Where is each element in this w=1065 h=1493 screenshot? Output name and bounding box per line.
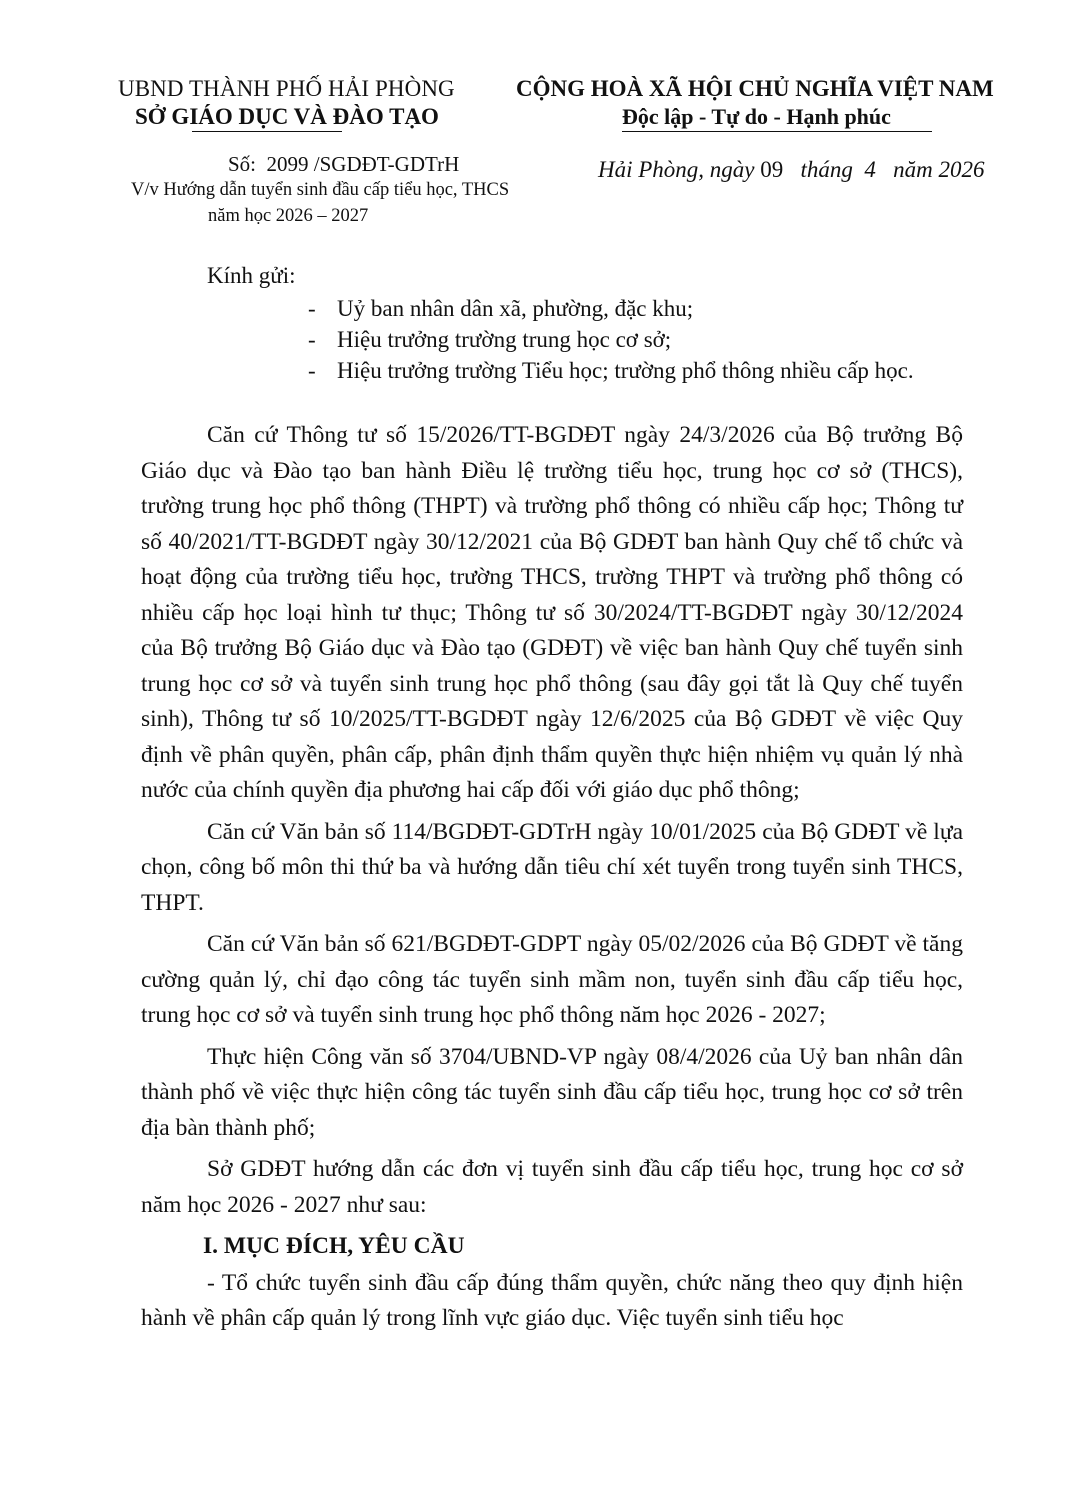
paragraph-purpose: - Tổ chức tuyển sinh đầu cấp đúng thẩm quyền, chức năng theo quy định hiện hành về phân cấp quản lý trong lĩnh vực giáo dục. Việc tuyển sinh tiểu học	[141, 1269, 963, 1331]
document-body	[141, 418, 963, 1343]
date-month-label: tháng	[800, 157, 853, 182]
issue-date	[598, 157, 985, 183]
issuing-department: SỞ GIÁO DỤC VÀ ĐÀO TẠO	[135, 104, 439, 129]
document-number	[228, 152, 459, 177]
doc-number-code: /SGDĐT-GDTrH	[313, 152, 460, 176]
recipient-item: - Uỷ ban nhân dân xã, phường, đặc khu;	[308, 296, 694, 321]
paragraph-legal-basis-1: Căn cứ Thông tư số 15/2026/TT-BGDĐT ngày 24/3/2026 của Bộ trưởng Bộ Giáo dục và Đào tạo ban hành Điều lệ trường tiểu học, trung học cơ sở (THCS), trường trung học phổ thông (THPT) và trường phổ thông có nhiều cấp học; Thông tư số 40/2021/TT-BGDĐT ngày 30/12/2021 của Bộ GDĐT ban hành Quy chế tổ chức và hoạt động của trường tiểu học, trường THCS, trường THPT và trường phổ thông có nhiều cấp học loại hình tư thục; Thông tư số 30/2024/TT-BGDĐT ngày 30/12/2024 của Bộ trưởng Bộ Giáo dục và Đào tạo (GDĐT) về việc ban hành Quy chế tuyển sinh trung học cơ sở và tuyển sinh trung học phổ thông (sau đây gọi tắt là Quy chế tuyển sinh), Thông tư số 10/2025/TT-BGDĐT ngày 12/6/2025 của Bộ GDĐT về việc Quy định về phân quyền, phân cấp, phân định thẩm quyền thực hiện nhiệm vụ quản lý nhà nước của chính quyền địa phương hai cấp đối với giáo dục phổ thông;	[141, 422, 963, 803]
date-place: Hải Phòng, ngày	[598, 157, 755, 182]
paragraph-legal-basis-2: Căn cứ Văn bản số 114/BGDĐT-GDTrH ngày 10/01/2025 của Bộ GDĐT về lựa chọn, công bố môn thi thứ ba và hướng dẫn tiêu chí xét tuyển trong tuyển sinh THCS, THPT.	[141, 818, 963, 916]
recipients-label: Kính gửi:	[207, 263, 296, 288]
paragraph-legal-basis-3: Căn cứ Văn bản số 621/BGDĐT-GDPT ngày 05/02/2026 của Bộ GDĐT về tăng cường quản lý, chỉ đạo công tác tuyển sinh mầm non, tuyển sinh đầu cấp tiểu học, trung học cơ sở và tuyển sinh trung học phổ thông năm học 2026 - 2027;	[141, 931, 963, 1028]
doc-number-label: Số:	[228, 152, 257, 176]
subject-line-2: năm học 2026 – 2027	[208, 206, 369, 226]
doc-number-value: 2099	[266, 152, 309, 176]
subject-line-1: V/v Hướng dẫn tuyển sinh đầu cấp tiểu học, THCS	[131, 180, 510, 200]
recipient-item: - Hiệu trưởng trường trung học cơ sở;	[308, 327, 672, 352]
motto-underline	[622, 131, 932, 132]
date-month: 4	[864, 157, 876, 182]
national-title: CỘNG HOÀ XÃ HỘI CHỦ NGHĨA VIỆT NAM	[516, 76, 994, 101]
date-year: năm 2026	[893, 157, 985, 182]
date-day: 09	[760, 157, 784, 182]
paragraph-guidance-intro: Sở GDĐT hướng dẫn các đơn vị tuyển sinh đầu cấp tiểu học, trung học cơ sở năm học 2026 - 2027 như sau:	[141, 1156, 963, 1218]
national-motto: Độc lập - Tự do - Hạnh phúc	[622, 104, 891, 129]
recipient-item: - Hiệu trưởng trường Tiểu học; trường phổ thông nhiều cấp học.	[308, 358, 914, 383]
issuing-authority: UBND THÀNH PHỐ HẢI PHÒNG	[118, 76, 455, 101]
section-heading: I. MỤC ĐÍCH, YÊU CẦU	[203, 1233, 465, 1259]
department-underline	[192, 131, 342, 132]
paragraph-implementation: Thực hiện Công văn số 3704/UBND-VP ngày 08/4/2026 của Uỷ ban nhân dân thành phố về việc thực hiện công tác tuyển sinh đầu cấp tiểu học, trung học cơ sở trên địa bàn thành phố;	[141, 1043, 963, 1141]
